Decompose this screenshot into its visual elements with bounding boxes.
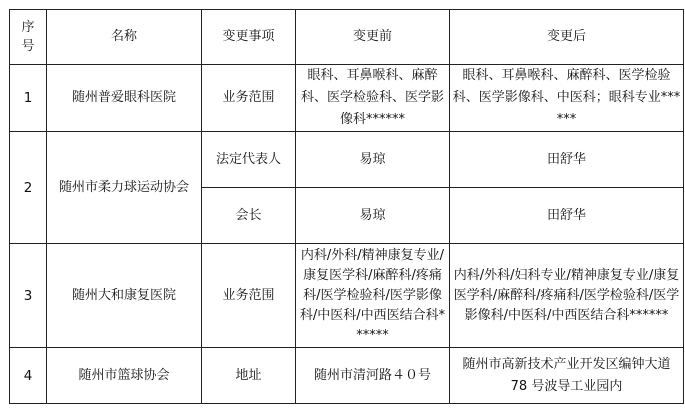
value-before: 易琼: [296, 132, 450, 188]
table-header-row: [10, 10, 684, 65]
change-table-container: [9, 9, 684, 404]
header-item: 变更事项: [202, 10, 296, 65]
row-index: 2: [10, 132, 47, 244]
change-item: 会长: [202, 188, 296, 244]
header-before: 变更前: [296, 10, 450, 65]
table-row: [10, 244, 684, 348]
row-index: 1: [10, 65, 47, 132]
table-row: [10, 132, 684, 188]
table-row: [10, 348, 684, 404]
value-after: 田舒华: [450, 188, 684, 244]
change-item: 业务范围: [202, 65, 296, 132]
org-name: 随州大和康复医院: [47, 244, 202, 348]
row-index: 3: [10, 244, 47, 348]
row-index: 4: [10, 348, 47, 404]
table-row: [10, 65, 684, 132]
header-index: 序号: [10, 10, 47, 65]
value-after: 田舒华: [450, 132, 684, 188]
value-before: 眼科、耳鼻喉科、麻醉科、医学检验科、医学影像科******: [296, 65, 450, 132]
value-after: 内科/外科/妇科专业/精神康复专业/康复医学科/麻醉科/疼痛科/医学检验科/医学影像科/中医科/中西医结合科******: [450, 244, 684, 348]
org-name: 随州普爱眼科医院: [47, 65, 202, 132]
value-before: 易琼: [296, 188, 450, 244]
value-before: 内科/外科/精神康复专业/康复医学科/麻醉科/疼痛科/医学检验科/医学影像科/中医科/中西医结合科******: [296, 244, 450, 348]
value-after: 眼科、耳鼻喉科、麻醉科、医学检验科、医学影像科、中医科；眼科专业******: [450, 65, 684, 132]
change-item: 法定代表人: [202, 132, 296, 188]
value-after: 随州市高新技术产业开发区编钟大道78 号波导工业园内: [450, 348, 684, 404]
header-after: 变更后: [450, 10, 684, 65]
value-before: 随州市清河路４０号: [296, 348, 450, 404]
org-name: 随州市柔力球运动协会: [47, 132, 202, 244]
org-name: 随州市篮球协会: [47, 348, 202, 404]
change-table: [9, 9, 684, 404]
change-item: 业务范围: [202, 244, 296, 348]
change-item: 地址: [202, 348, 296, 404]
header-name: 名称: [47, 10, 202, 65]
